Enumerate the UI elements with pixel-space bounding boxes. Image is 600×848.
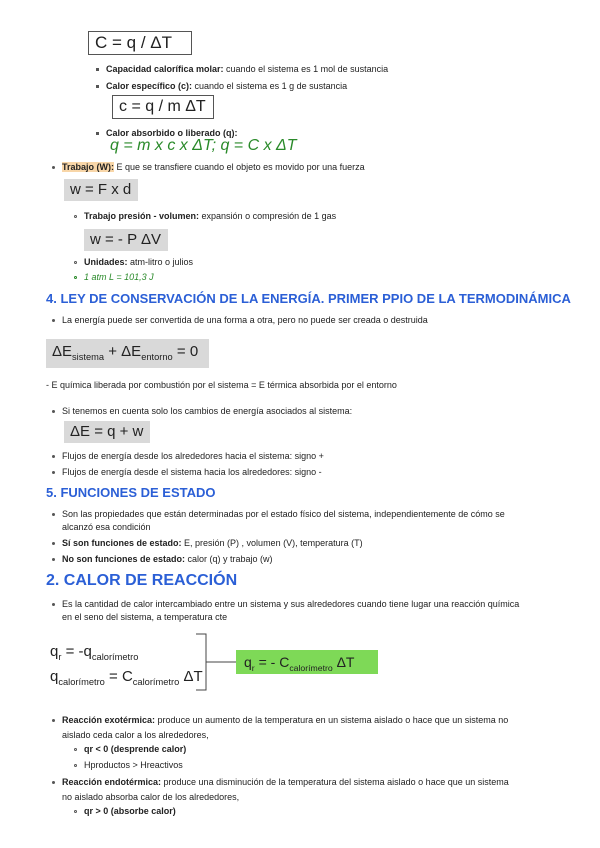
bullet bbox=[52, 781, 55, 784]
bullet bbox=[96, 68, 99, 71]
bullet bbox=[74, 261, 77, 264]
bullet bbox=[74, 810, 77, 813]
exothermic-sub-1: qr < 0 (desprende calor) bbox=[84, 744, 187, 754]
bullet bbox=[52, 719, 55, 722]
section5-bullet-1-line1: Son las propiedades que están determinadas por el estado físico del sistema, independientemente de cómo se bbox=[62, 509, 505, 519]
endothermic-item-line2: no aislado absorba calor de los alrededores, bbox=[62, 792, 240, 802]
bullet bbox=[96, 132, 99, 135]
heat-absorbed-formula: q = m x c x ΔT; q = C x ΔT bbox=[110, 137, 297, 154]
bullet bbox=[74, 764, 77, 767]
section4-bullet-2: Si tenemos en cuenta solo los cambios de energía asociados al sistema: bbox=[62, 406, 353, 416]
absorbed-item: Calor absorbido o liberado (q): bbox=[106, 128, 238, 138]
exothermic-item-line2: aislado ceda calor a los alrededores, bbox=[62, 730, 209, 740]
section4-bullet-3: Flujos de energía desde los alrededores hacia el sistema: signo + bbox=[62, 451, 324, 461]
bullet bbox=[52, 410, 55, 413]
section4-heading: 4. LEY DE CONSERVACIÓN DE LA ENERGÍA. PRIMER PPIO DE LA TERMODINÁMICA bbox=[46, 291, 571, 306]
specific-heat-formula: c = q / m ΔT bbox=[112, 95, 214, 119]
section5-bullet-3: No son funciones de estado: calor (q) y trabajo (w) bbox=[62, 554, 273, 564]
section2-bullet-1-line2: en el seno del sistema, a temperatura cte bbox=[62, 612, 228, 622]
bullet bbox=[52, 455, 55, 458]
pv-work-formula: w = - P ΔV bbox=[84, 229, 168, 251]
bullet bbox=[52, 558, 55, 561]
section4-bullet-4: Flujos de energía desde el sistema hacia los alrededores: signo - bbox=[62, 467, 322, 477]
exothermic-sub-2: Hproductos > Hreactivos bbox=[84, 760, 183, 770]
section4-bullet-1: La energía puede ser convertida de una forma a otra, pero no puede ser creada o destruida bbox=[62, 315, 428, 325]
specific-item: Calor específico (c): cuando el sistema es 1 g de sustancia bbox=[106, 81, 348, 91]
bullet bbox=[74, 748, 77, 751]
bullet bbox=[74, 215, 77, 218]
calorimeter-result-formula: $q_r$ = - $C_{calorímetro}$ ΔT bbox=[236, 650, 378, 674]
combustion-line: - E química liberada por combustión por el sistema = E térmica absorbida por el entorno bbox=[46, 380, 397, 390]
calorimeter-equation-2: $q_{calorímetro} = C_{calorímetro}$ ΔT bbox=[50, 668, 203, 687]
bullet bbox=[52, 603, 55, 606]
bullet bbox=[52, 166, 55, 169]
heat-capacity-formula: C = q / ΔT bbox=[88, 31, 192, 55]
energy-conservation-formula: $\Delta E_{sistema} + \Delta E_{entorno} = 0$ bbox=[46, 339, 209, 368]
endothermic-item: Reacción endotérmica: produce una disminución de la temperatura del sistema aislado o hace que un sistema bbox=[62, 777, 509, 787]
bullet bbox=[52, 471, 55, 474]
section5-bullet-1-line2: alcanzó esa condición bbox=[62, 522, 151, 532]
bullet bbox=[52, 542, 55, 545]
endothermic-sub-1: qr > 0 (absorbe calor) bbox=[84, 806, 176, 816]
delta-e-formula: ΔE = q + w bbox=[64, 421, 150, 443]
bullet bbox=[96, 85, 99, 88]
section2-bullet-1-line1: Es la cantidad de calor intercambiado entre un sistema y sus alrededores cuando tiene lugar una reacción química bbox=[62, 599, 520, 609]
exothermic-item: Reacción exotérmica: produce un aumento de la temperatura en un sistema aislado o hace que un sistema no bbox=[62, 715, 509, 725]
atm-conversion: 1 atm L = 101,3 J bbox=[84, 272, 154, 282]
work-item: Trabajo (W): E que se transfiere cuando el objeto es movido por una fuerza bbox=[62, 162, 365, 172]
units-item: Unidades: atm-litro o julios bbox=[84, 257, 194, 267]
section5-heading: 5. FUNCIONES DE ESTADO bbox=[46, 485, 216, 500]
calorimeter-equation-1: $q_r = -q_{calorímetro}$ bbox=[50, 643, 139, 662]
molar-item: Capacidad calorífica molar: cuando el sistema es 1 mol de sustancia bbox=[106, 64, 389, 74]
section2-heading: 2. CALOR DE REACCIÓN bbox=[46, 572, 238, 589]
pv-work-item: Trabajo presión - volumen: expansión o compresión de 1 gas bbox=[84, 211, 337, 221]
section5-bullet-2: Sí son funciones de estado: E, presión (P) , volumen (V), temperatura (T) bbox=[62, 538, 363, 548]
work-formula: w = F x d bbox=[64, 179, 138, 201]
bullet bbox=[52, 513, 55, 516]
bullet bbox=[74, 276, 77, 279]
bullet bbox=[52, 319, 55, 322]
bracket-connector bbox=[196, 633, 236, 693]
